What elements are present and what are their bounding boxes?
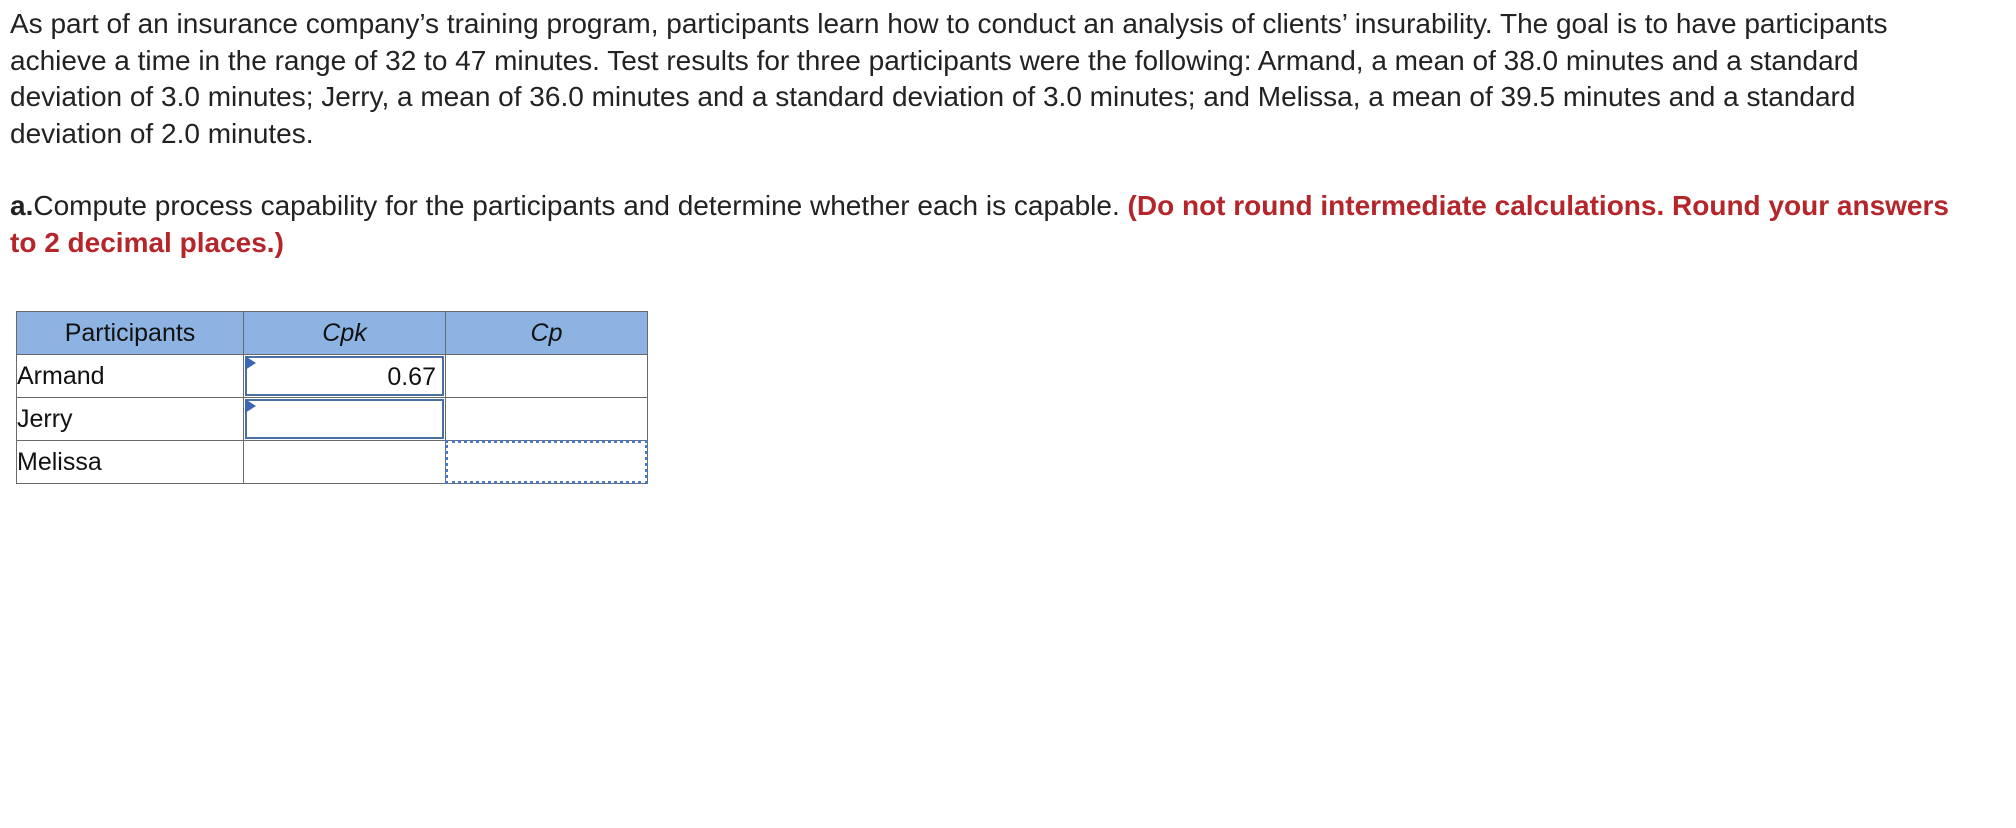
header-cpk: Cpk [244,312,446,355]
header-participants: Participants [17,312,244,355]
table-row-jerry [17,398,648,441]
table-row-melissa [17,441,648,484]
cpk-cell-jerry [244,398,446,441]
cp-input-armand[interactable] [446,355,648,398]
question-letter: a. [10,190,34,221]
cpk-cell-armand [244,355,446,398]
table-row-armand [17,355,648,398]
rounding-instruction: (Do not round intermediate calculations. Round your answers to 2 decimal places.) [10,190,1949,258]
participant-name: Armand [17,355,244,398]
answer-flag-icon [245,399,256,413]
participant-name: Melissa [17,441,244,484]
participant-name: Jerry [17,398,244,441]
question-a [10,188,1970,261]
header-cp: Cp [446,312,648,355]
table-header-row [17,312,648,355]
question-prompt: Compute process capability for the participants and determine whether each is capable. [33,190,1128,221]
capability-table [16,311,648,484]
answer-flag-icon [245,356,256,370]
cpk-input-melissa[interactable] [244,441,446,484]
cp-input-melissa[interactable] [445,440,648,484]
cpk-input-jerry[interactable] [245,399,444,439]
cpk-input-armand[interactable]: 0.67 [245,356,444,396]
problem-statement: As part of an insurance company’s training program, participants learn how to conduct an analysis of clients’ insurability. The goal is to have participants achieve a time in the range of 32 to 47 minutes. Test results for three participants were the following: Armand, a mean of 38.0 minutes and a standard deviation of 3.0 minutes; Jerry, a mean of 36.0 minutes and a standard deviation of 3.0 minutes; and Melissa, a mean of 39.5 minutes and a standard deviation of 2.0 minutes. [10,8,1888,149]
cp-cell-melissa [446,441,648,484]
cp-input-jerry[interactable] [446,398,648,441]
